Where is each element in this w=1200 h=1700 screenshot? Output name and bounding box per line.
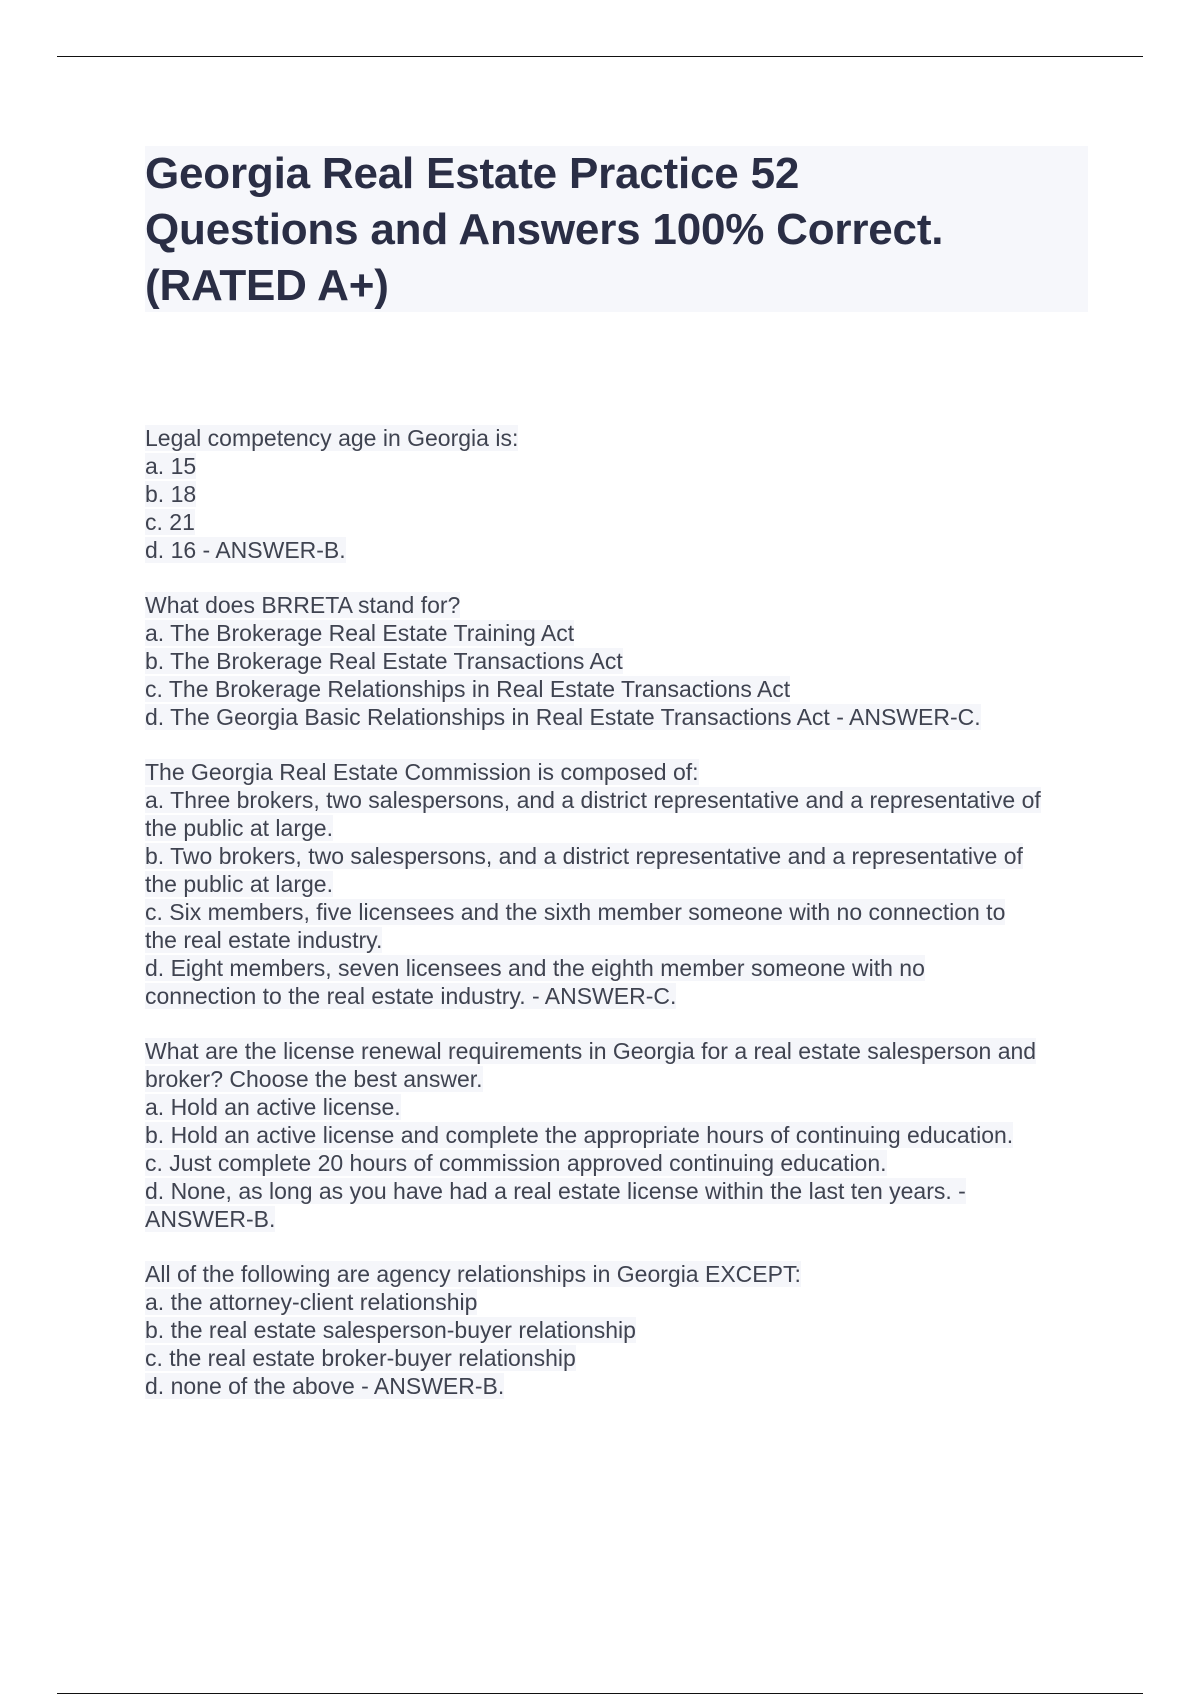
answer-option: c. Six members, five licensees and the sixth member someone with no connection to: [145, 899, 1006, 925]
question-line: What are the license renewal requirements in Georgia for a real estate salesperson and: [145, 1038, 1037, 1064]
question-line: Legal competency age in Georgia is:: [145, 425, 519, 451]
answer-option: c. The Brokerage Relationships in Real Estate Transactions Act: [145, 676, 791, 702]
question-block-4: [145, 1037, 1105, 1233]
top-rule: [57, 56, 1143, 57]
question-line: broker? Choose the best answer.: [145, 1066, 483, 1092]
title-line: Georgia Real Estate Practice 52: [145, 149, 800, 198]
question-line: What does BRRETA stand for?: [145, 592, 461, 618]
answer-option: d. None, as long as you have had a real estate license within the last ten years. -: [145, 1178, 966, 1204]
answer-option: d. 16 - ANSWER-B.: [145, 537, 346, 563]
title-block: [145, 146, 1088, 312]
question-block-5: [145, 1260, 1105, 1400]
answer-option: b. Two brokers, two salespersons, and a district representative and a representative of: [145, 843, 1023, 869]
answer-option: ANSWER-B.: [145, 1206, 276, 1232]
answer-option: a. the attorney-client relationship: [145, 1289, 478, 1315]
title-line: Questions and Answers 100% Correct.: [145, 205, 944, 254]
answer-option: b. Hold an active license and complete the appropriate hours of continuing education.: [145, 1122, 1014, 1148]
answer-option: d. The Georgia Basic Relationships in Real Estate Transactions Act - ANSWER-C.: [145, 704, 981, 730]
answer-option: c. the real estate broker-buyer relationship: [145, 1345, 576, 1371]
answer-option: c. Just complete 20 hours of commission approved continuing education.: [145, 1150, 887, 1176]
answer-option: b. 18: [145, 481, 197, 507]
question-block-2: [145, 591, 1105, 731]
answer-option: the public at large.: [145, 815, 333, 841]
question-line: All of the following are agency relationships in Georgia EXCEPT:: [145, 1261, 801, 1287]
answer-option: a. Three brokers, two salespersons, and a district representative and a representative of: [145, 787, 1041, 813]
answer-option: a. 15: [145, 453, 197, 479]
answer-option: a. The Brokerage Real Estate Training Act: [145, 620, 575, 646]
answer-option: the public at large.: [145, 871, 333, 897]
answer-option: b. the real estate salesperson-buyer relationship: [145, 1317, 636, 1343]
answer-option: the real estate industry.: [145, 927, 383, 953]
answer-option: d. Eight members, seven licensees and the eighth member someone with no: [145, 955, 925, 981]
question-block-3: [145, 758, 1105, 1010]
bottom-rule: [57, 1693, 1143, 1694]
document-title: [145, 146, 1088, 314]
title-line: (RATED A+): [145, 261, 389, 310]
answer-option: connection to the real estate industry. - ANSWER-C.: [145, 983, 677, 1009]
questions-list: [145, 424, 1105, 1427]
question-block-1: [145, 424, 1105, 564]
answer-option: b. The Brokerage Real Estate Transactions Act: [145, 648, 623, 674]
answer-option: d. none of the above - ANSWER-B.: [145, 1373, 505, 1399]
question-line: The Georgia Real Estate Commission is composed of:: [145, 759, 699, 785]
answer-option: c. 21: [145, 509, 195, 535]
answer-option: a. Hold an active license.: [145, 1094, 401, 1120]
